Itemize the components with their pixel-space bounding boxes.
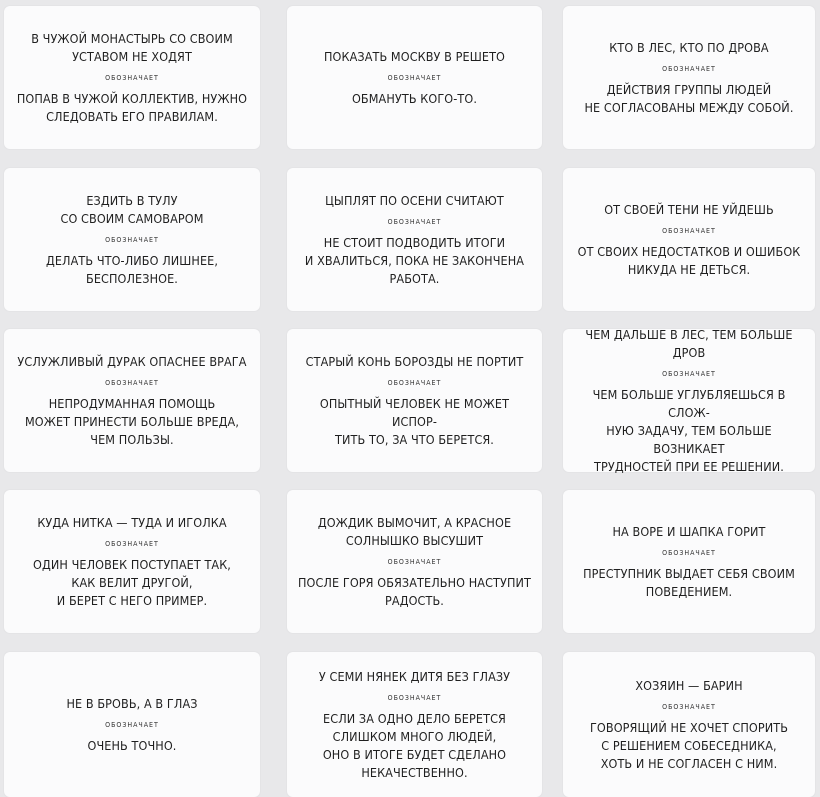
proverb-card — [563, 6, 815, 149]
meaning-label: ОБОЗНАЧАЕТ — [105, 73, 159, 82]
proverb-meaning: ОТ СВОИХ НЕДОСТАТКОВ И ОШИБОК НИКУДА НЕ ДЕТЬСЯ. — [577, 243, 801, 277]
proverb-saying: ЦЫПЛЯТ ПО ОСЕНИ СЧИТАЮТ — [325, 192, 504, 208]
proverb-saying: ПОКАЗАТЬ МОСКВУ В РЕШЕТО — [324, 48, 505, 64]
meaning-label: ОБОЗНАЧАЕТ — [662, 369, 716, 378]
proverb-saying: В ЧУЖОЙ МОНАСТЫРЬ СО СВОИМ УСТАВОМ НЕ ХОДЯТ — [31, 30, 233, 64]
meaning-label: ОБОЗНАЧАЕТ — [662, 64, 716, 73]
proverb-saying: НЕ В БРОВЬ, А В ГЛАЗ — [66, 695, 198, 711]
meaning-label: ОБОЗНАЧАЕТ — [105, 720, 159, 729]
meaning-label: ОБОЗНАЧАЕТ — [105, 378, 159, 387]
proverb-card — [287, 168, 542, 311]
proverb-meaning: ОЧЕНЬ ТОЧНО. — [87, 737, 177, 753]
proverb-card — [4, 329, 260, 472]
proverb-card — [563, 168, 815, 311]
meaning-label: ОБОЗНАЧАЕТ — [105, 235, 159, 244]
proverb-meaning: ЕСЛИ ЗА ОДНО ДЕЛО БЕРЕТСЯ СЛИШКОМ МНОГО ЛЮДЕЙ, ОНО В ИТОГЕ БУДЕТ СДЕЛАНО НЕКАЧЕСТВЕННО. — [322, 710, 507, 780]
proverb-card — [4, 168, 260, 311]
proverb-meaning: ДЕЙСТВИЯ ГРУППЫ ЛЮДЕЙ НЕ СОГЛАСОВАНЫ МЕЖДУ СОБОЙ. — [584, 81, 794, 115]
proverb-saying: КУДА НИТКА — ТУДА И ИГОЛКА — [37, 514, 227, 530]
proverb-card — [563, 652, 815, 797]
proverb-card — [287, 490, 542, 633]
meaning-label: ОБОЗНАЧАЕТ — [662, 702, 716, 711]
meaning-label: ОБОЗНАЧАЕТ — [662, 548, 716, 557]
proverb-saying: КТО В ЛЕС, КТО ПО ДРОВА — [609, 39, 769, 55]
proverb-saying: СТАРЫЙ КОНЬ БОРОЗДЫ НЕ ПОРТИТ — [305, 353, 524, 369]
meaning-label: ОБОЗНАЧАЕТ — [662, 226, 716, 235]
proverb-saying: НА ВОРЕ И ШАПКА ГОРИТ — [612, 523, 766, 539]
proverb-saying: ЕЗДИТЬ В ТУЛУ СО СВОИМ САМОВАРОМ — [60, 192, 204, 226]
proverb-card — [563, 490, 815, 633]
proverb-meaning: НЕ СТОИТ ПОДВОДИТЬ ИТОГИ И ХВАЛИТЬСЯ, ПОКА НЕ ЗАКОНЧЕНА РАБОТА. — [304, 234, 525, 286]
proverb-meaning: ДЕЛАТЬ ЧТО-ЛИБО ЛИШНЕЕ, БЕСПОЛЕЗНОЕ. — [45, 252, 219, 286]
proverb-meaning: ПРЕСТУПНИК ВЫДАЕТ СЕБЯ СВОИМ ПОВЕДЕНИЕМ. — [583, 565, 795, 599]
meaning-label: ОБОЗНАЧАЕТ — [105, 539, 159, 548]
proverb-meaning: ЧЕМ БОЛЬШЕ УГЛУБЛЯЕШЬСЯ В СЛОЖ- НУЮ ЗАДАЧУ, ТЕМ БОЛЬШЕ ВОЗНИКАЕТ ТРУДНОСТЕЙ ПРИ ЕЕ РЕШЕНИИ. — [592, 386, 786, 474]
proverb-saying: УСЛУЖЛИВЫЙ ДУРАК ОПАСНЕЕ ВРАГА — [17, 353, 247, 369]
proverb-card — [4, 490, 260, 633]
proverb-card — [563, 326, 815, 474]
proverb-meaning: ОДИН ЧЕЛОВЕК ПОСТУПАЕТ ТАК, КАК ВЕЛИТ ДРУГОЙ, И БЕРЕТ С НЕГО ПРИМЕР. — [33, 556, 231, 608]
proverb-saying: У СЕМИ НЯНЕК ДИТЯ БЕЗ ГЛАЗУ — [318, 668, 511, 684]
meaning-label: ОБОЗНАЧАЕТ — [387, 557, 442, 566]
proverb-card — [287, 6, 542, 149]
proverb-meaning: ОПЫТНЫЙ ЧЕЛОВЕК НЕ МОЖЕТ ИСПОР- ТИТЬ ТО, ЗА ЧТО БЕРЕТСЯ. — [319, 395, 510, 447]
proverb-meaning: ПОПАВ В ЧУЖОЙ КОЛЛЕКТИВ, НУЖНО СЛЕДОВАТЬ ЕГО ПРАВИЛАМ. — [16, 90, 248, 124]
proverb-saying: ОТ СВОЕЙ ТЕНИ НЕ УЙДЕШЬ — [604, 201, 774, 217]
proverb-card — [4, 6, 260, 149]
proverb-meaning: ГОВОРЯЩИЙ НЕ ХОЧЕТ СПОРИТЬ С РЕШЕНИЕМ СОБЕСЕДНИКА, ХОТЬ И НЕ СОГЛАСЕН С НИМ. — [589, 719, 789, 771]
meaning-label: ОБОЗНАЧАЕТ — [387, 693, 442, 702]
proverb-meaning: НЕПРОДУМАННАЯ ПОМОЩЬ МОЖЕТ ПРИНЕСТИ БОЛЬШЕ ВРЕДА, ЧЕМ ПОЛЬЗЫ. — [24, 395, 240, 447]
proverb-saying: ЧЕМ ДАЛЬШЕ В ЛЕС, ТЕМ БОЛЬШЕ ДРОВ — [585, 326, 793, 360]
meaning-label: ОБОЗНАЧАЕТ — [387, 73, 442, 82]
proverb-meaning: ПОСЛЕ ГОРЯ ОБЯЗАТЕЛЬНО НАСТУПИТ РАДОСТЬ. — [297, 574, 532, 608]
meaning-label: ОБОЗНАЧАЕТ — [387, 217, 442, 226]
proverb-card — [287, 652, 542, 797]
proverb-card — [287, 329, 542, 472]
proverb-saying: ХОЗЯИН — БАРИН — [635, 677, 743, 693]
proverb-card — [4, 652, 260, 797]
proverb-meaning: ОБМАНУТЬ КОГО-ТО. — [351, 90, 477, 106]
meaning-label: ОБОЗНАЧАЕТ — [387, 378, 442, 387]
proverb-saying: ДОЖДИК ВЫМОЧИТ, А КРАСНОЕ СОЛНЫШКО ВЫСУШИТ — [317, 514, 512, 548]
